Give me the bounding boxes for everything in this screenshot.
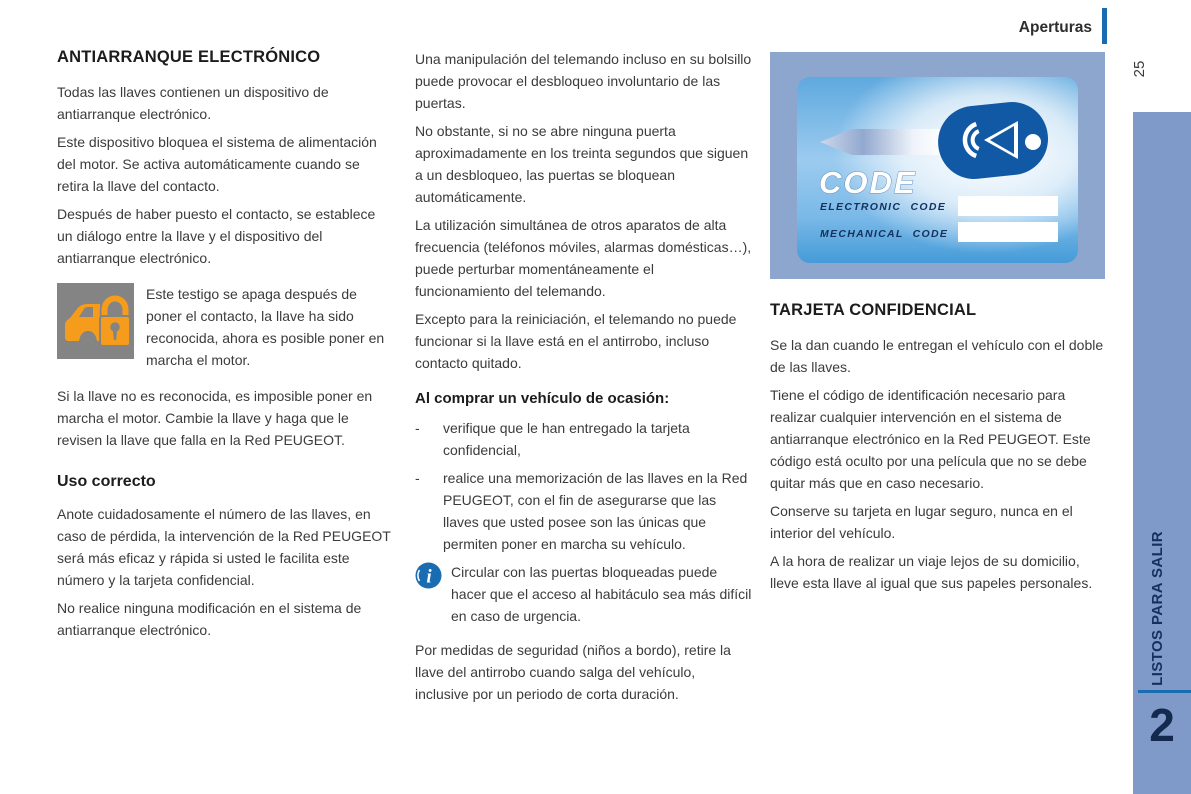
paragraph: Excepto para la reiniciación, el telemando no puede funcionar si la llave está en el antirrobo, incluso contacto quitado. bbox=[415, 311, 737, 371]
paragraph: Este dispositivo bloquea el sistema de alimentación del motor. Se activa automáticamente cuando se retira la llave del contacto. bbox=[57, 134, 377, 194]
column-antiarranque bbox=[57, 48, 394, 647]
subsection-title: Al comprar un vehículo de ocasión: bbox=[415, 390, 670, 407]
paragraph: Si la llave no es reconocida, es imposible poner en marcha el motor. Cambie la llave y haga que le revisen la llave que falla en la Red PEUGEOT. bbox=[57, 388, 373, 448]
paragraph: Conserve su tarjeta en lugar seguro, nunca en el interior del vehículo. bbox=[770, 503, 1073, 541]
paragraph: No realice ninguna modificación en el sistema de antiarranque electrónico. bbox=[57, 600, 362, 638]
car-immobilizer-warning-icon bbox=[57, 283, 134, 359]
list-marker: - bbox=[415, 470, 420, 486]
paragraph: Una manipulación del telemando incluso en su bolsillo puede provocar el desbloqueo involuntario de las puertas. bbox=[415, 51, 752, 111]
list-marker: - bbox=[415, 420, 420, 436]
list-item-text: verifique que le han entregado la tarjeta confidencial, bbox=[443, 420, 690, 458]
paragraph: A la hora de realizar un viaje lejos de su domicilio, lleve esta llave al igual que sus papeles personales. bbox=[770, 553, 1093, 591]
key-code-card-illustration bbox=[770, 52, 1105, 279]
info-icon bbox=[415, 562, 442, 589]
chapter-number: 2 bbox=[1149, 699, 1175, 751]
subsection-title: Uso correcto bbox=[57, 473, 156, 490]
paragraph: Tiene el código de identificación necesario para realizar cualquier intervención en el sistema de antiarranque electrónico en la Red PEUGEOT. Este código está oculto por una película que no se debe quitar más que en caso necesario. bbox=[770, 387, 1091, 491]
paragraph: La utilización simultánea de otros aparatos de alta frecuencia (teléfonos móviles, alarmas domésticas…), puede perturbar momentáneamente el funcionamiento del telemando. bbox=[415, 217, 752, 299]
chapter-tab-title: LISTOS PARA SALIR bbox=[1149, 531, 1166, 686]
header-accent-bar bbox=[1102, 8, 1107, 44]
header-section-label: Aperturas bbox=[1018, 19, 1092, 36]
page-number: 25 bbox=[1130, 60, 1148, 78]
column-tarjeta bbox=[770, 52, 1105, 600]
info-note-text: Circular con las puertas bloqueadas puede hacer que el acceso al habitáculo sea más difícil en caso de urgencia. bbox=[451, 564, 752, 624]
list-item bbox=[415, 417, 752, 461]
paragraph: Se la dan cuando le entregan el vehículo con el doble de las llaves. bbox=[770, 337, 1104, 375]
list-item bbox=[415, 467, 752, 555]
paragraph: Anote cuidadosamente el número de las llaves, en caso de pérdida, la intervención de la Red PEUGEOT será más eficaz y rápida si usted le facilita este número y la tarjeta confidencial. bbox=[57, 506, 391, 588]
paragraph: Por medidas de seguridad (niños a bordo), retire la llave del antirrobo cuando salga del vehículo, inclusive por un periodo de corta duración. bbox=[415, 642, 731, 702]
electronic-code-field bbox=[958, 196, 1058, 216]
info-note bbox=[415, 561, 752, 633]
mechanical-code-label: MECHANICAL CODE bbox=[820, 228, 949, 240]
list-item-text: realice una memorización de las llaves en la Red PEUGEOT, con el fin de asegurarse que las llaves que usted posee son las únicas que permiten poner en marcha su vehículo. bbox=[443, 470, 748, 552]
indicator-lamp-text: Este testigo se apaga después de poner el contacto, la llave ha sido reconocida, ahora es posible poner en marcha el motor. bbox=[146, 286, 385, 368]
chapter-divider bbox=[1138, 690, 1191, 693]
keyring-hole bbox=[1025, 134, 1041, 150]
indicator-lamp-note bbox=[57, 283, 394, 377]
paragraph: No obstante, si no se abre ninguna puerta aproximadamente en los treinta segundos que siguen a un desbloqueo, las puertas se bloquean automáticamente. bbox=[415, 123, 749, 205]
svg-text:i: i bbox=[426, 566, 432, 588]
paragraph: Después de haber puesto el contacto, se establece un diálogo entre la llave y el dispositivo del antiarranque electrónico. bbox=[57, 206, 376, 266]
article-title: TARJETA CONFIDENCIAL bbox=[770, 301, 977, 319]
mechanical-code-field bbox=[958, 222, 1058, 242]
article-title: ANTIARRANQUE ELECTRÓNICO bbox=[57, 48, 321, 66]
paragraph: Todas las llaves contienen un dispositivo de antiarranque electrónico. bbox=[57, 84, 329, 122]
code-logo-text: CODE bbox=[819, 165, 917, 200]
column-telemando bbox=[415, 48, 752, 711]
electronic-code-label: ELECTRONIC CODE bbox=[820, 201, 947, 213]
chapter-side-band bbox=[1133, 112, 1191, 794]
